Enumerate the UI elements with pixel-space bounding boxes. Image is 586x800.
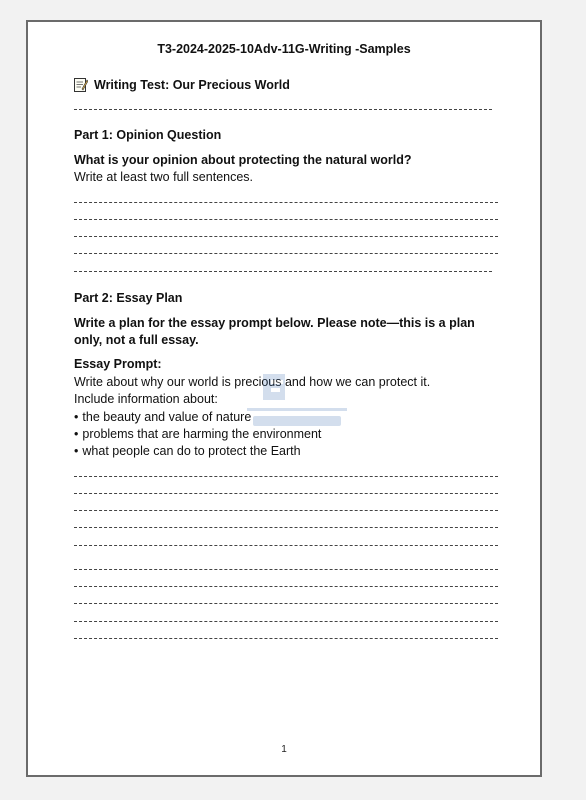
bullet-item: • what people can do to protect the Earth	[74, 443, 301, 460]
include-label: Include information about:	[74, 392, 218, 406]
part2-heading: Part 2: Essay Plan	[74, 291, 183, 305]
bullet-item: • the beauty and value of nature	[74, 409, 251, 426]
bullet-item: • problems that are harming the environment	[74, 426, 321, 443]
plan-line	[74, 621, 498, 622]
divider	[74, 109, 492, 110]
part2-instruction: Write a plan for the essay prompt below. Please note—this is a plan only, not a full essay.	[74, 316, 475, 347]
answer-line	[74, 219, 498, 220]
answer-line	[74, 202, 498, 203]
answer-line	[74, 253, 498, 254]
plan-line	[74, 493, 498, 494]
page-number: 1	[281, 744, 287, 755]
plan-line	[74, 527, 498, 528]
part1-instruction: Write at least two full sentences.	[74, 170, 254, 184]
plan-line	[74, 510, 498, 511]
plan-line	[74, 586, 498, 587]
memo-icon	[74, 77, 88, 92]
test-heading-text: Writing Test: Our Precious World	[94, 77, 290, 92]
essay-prompt-text: Write about why our world is precious and how we can protect it.	[74, 375, 431, 389]
answer-line	[74, 236, 498, 237]
plan-line	[74, 603, 498, 604]
watermark-logo	[233, 374, 363, 434]
answer-line	[74, 271, 492, 272]
plan-line	[74, 476, 498, 477]
plan-line	[74, 638, 498, 639]
document-page	[26, 20, 542, 777]
plan-line	[74, 569, 498, 570]
document-title: T3-2024-2025-10Adv-11G-Writing -Samples	[157, 42, 411, 56]
test-heading	[74, 77, 290, 92]
part1-question: What is your opinion about protecting the natural world?	[74, 153, 412, 167]
part1-heading: Part 1: Opinion Question	[74, 128, 222, 142]
essay-prompt-label: Essay Prompt:	[74, 357, 162, 371]
plan-line	[74, 545, 498, 546]
